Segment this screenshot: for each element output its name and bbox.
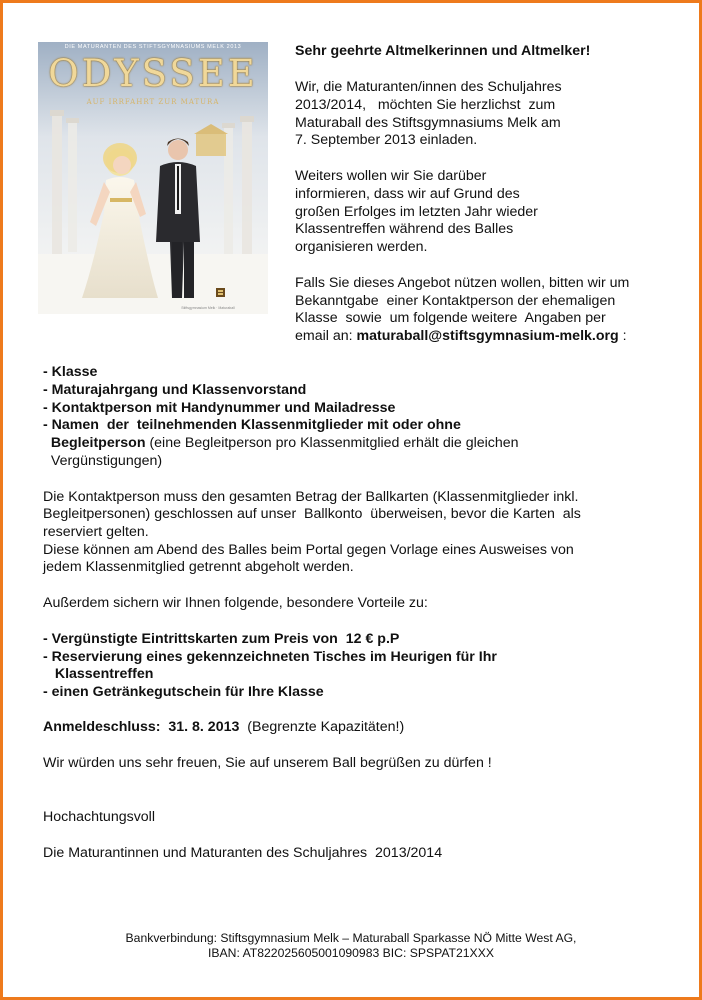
poster-top-text: DIE MATURANTEN DES STIFTSGYMNASIUMS MELK 2013 [64, 44, 242, 50]
weiters-line-4: Klassentreffen während des Balles [295, 221, 514, 237]
falls-line-1: Falls Sie dieses Angebot nützen wollen, bitten wir um [295, 275, 630, 291]
vorteil-reservierung: - Reservierung eines gekennzeichneten Tisches im Heurigen für Ihr [43, 649, 497, 665]
intro-line-4: 7. September 2013 einladen. [295, 132, 478, 148]
deadline-line [43, 719, 404, 737]
deadline-label: Anmeldeschluss: 31. 8. 2013 [43, 719, 240, 735]
payment-line-1: Die Kontaktperson muss den gesamten Betrag der Ballkarten (Klassenmitglieder inkl. [43, 489, 579, 505]
intro-line-1: Wir, die Maturanten/innen des Schuljahres [295, 79, 562, 95]
falls-line-2: Bekanntgabe einer Kontaktperson der ehemaligen [295, 293, 616, 309]
list-item-kontaktperson: - Kontaktperson mit Handynummer und Mailadresse [43, 400, 396, 416]
vorteil-getraenkegutschein: - einen Getränkegutschein für Ihre Klasse [43, 684, 324, 700]
begleitperson-note: (eine Begleitperson pro Klassenmitglied erhält die gleichen [145, 435, 519, 451]
payment-line-5: jedem Klassenmitglied getrennt abgeholt werden. [43, 559, 354, 575]
intro-line-3: Maturaball des Stiftsgymnasiums Melk am [295, 115, 561, 131]
odyssee-poster [38, 42, 268, 314]
email-address[interactable]: maturaball@stiftsgymnasium-melk.org [356, 328, 619, 344]
list-item-namen-cont-2: Vergünstigungen) [43, 453, 163, 469]
ausserdem-line: Außerdem sichern wir Ihnen folgende, besondere Vorteile zu: [43, 595, 428, 611]
list-item-klasse: - Klasse [43, 364, 98, 380]
weiters-line-2: informieren, dass wir auf Grund des [295, 186, 520, 202]
deadline-note: (Begrenzte Kapazitäten!) [239, 719, 405, 735]
footer-iban-line: IBAN: AT822025605001090983 BIC: SPSPAT21XXX [208, 946, 494, 960]
footer-bank-line: Bankverbindung: Stiftsgymnasium Melk – Maturaball Sparkasse NÖ Mitte West AG, [125, 931, 577, 945]
vorteil-eintrittskarten: - Vergünstigte Eintrittskarten zum Preis von 12 € p.P [43, 631, 400, 647]
email-prefix: email an: [295, 328, 357, 344]
payment-line-4: Diese können am Abend des Balles beim Portal gegen Vorlage eines Ausweises von [43, 542, 574, 558]
poster-title: ODYSSEE [48, 52, 258, 95]
signature-line: Die Maturantinnen und Maturanten des Schuljahres 2013/2014 [43, 845, 443, 861]
regards-line: Hochachtungsvoll [43, 809, 155, 825]
weiters-line-1: Weiters wollen wir Sie darüber [295, 168, 487, 184]
vorteil-reservierung-cont: Klassentreffen [43, 666, 154, 682]
intro-line-2: 2013/2014, möchten Sie herzlichst zum [295, 97, 556, 113]
email-line [295, 328, 627, 346]
poster-subtitle: AUF IRRFAHRT ZUR MATURA [86, 98, 220, 106]
begleitperson-label: Begleitperson [43, 435, 146, 451]
weiters-line-5: organisieren werden. [295, 239, 428, 255]
payment-line-2: Begleitpersonen) geschlossen auf unser Ballkonto überweisen, bevor die Karten als [43, 506, 581, 522]
list-item-namen-cont [43, 435, 519, 453]
email-suffix: : [618, 328, 627, 344]
poster-credit: Stiftsgymnasium Melk · Maturaball [181, 306, 235, 310]
weiters-line-3: großen Erfolges im letzten Jahr wieder [295, 204, 538, 220]
greeting: Sehr geehrte Altmelkerinnen und Altmelker! [295, 43, 591, 59]
list-item-jahrgang: - Maturajahrgang und Klassenvorstand [43, 382, 307, 398]
payment-line-3: reserviert gelten. [43, 524, 149, 540]
falls-line-3: Klasse sowie um folgende weitere Angaben per [295, 310, 606, 326]
list-item-namen: - Namen der teilnehmenden Klassenmitglieder mit oder ohne [43, 417, 461, 433]
closing-line: Wir würden uns sehr freuen, Sie auf unserem Ball begrüßen zu dürfen ! [43, 755, 492, 771]
